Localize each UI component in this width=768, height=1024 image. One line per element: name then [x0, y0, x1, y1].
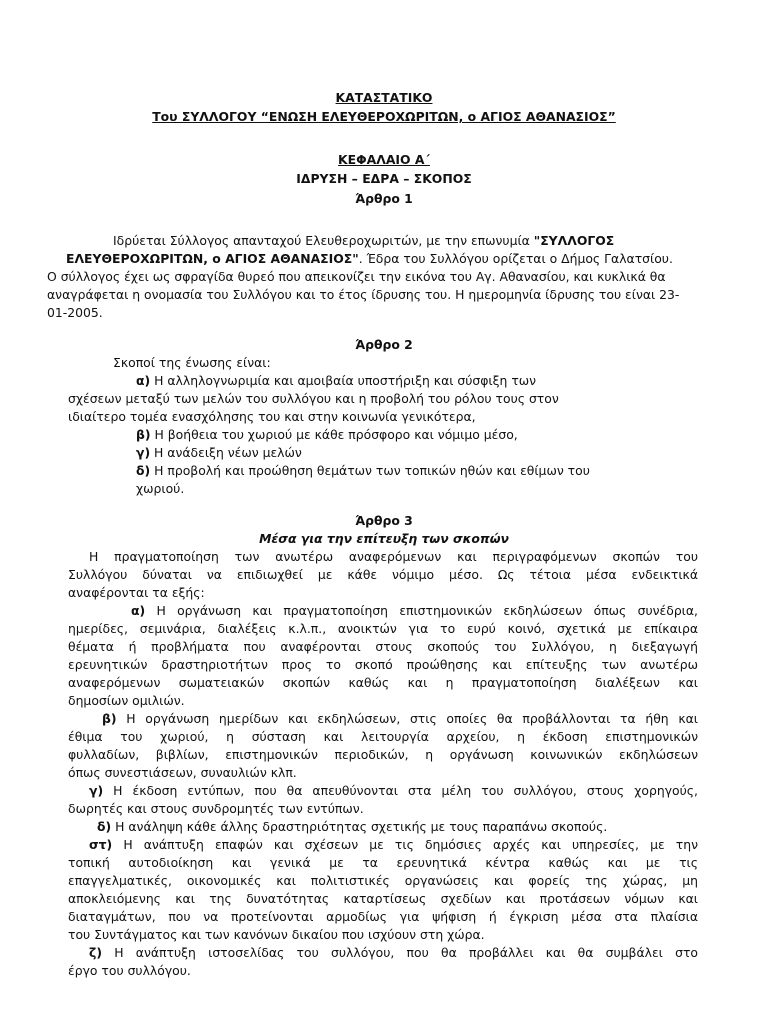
- article-3-line: θέματα ή προβλήματα που αναφέρονται στους σκοπούς του Συλλόγου, η διεξαγωγή: [68, 639, 698, 654]
- chapter-title: ΙΔΡΥΣΗ – ΕΔΡΑ – ΣΚΟΠΟΣ: [296, 171, 472, 186]
- article-1-line: αναγράφεται η ονομασία του Συλλόγου και το έτος ίδρυσης του. Η ημερομηνία ίδρυσης του είναι 23-: [47, 287, 680, 302]
- article-2-line: σχέσεων μεταξύ των μελών του συλλόγου και η προβολή του ρόλου τους στον: [68, 391, 559, 406]
- item-text: Η οργάνωση ημερίδων και εκδηλώσεων, στις οποίες θα προβάλλονται τα ήθη και: [116, 711, 698, 726]
- article-3-line: έργο του συλλόγου.: [68, 963, 191, 978]
- article-3-item-a: [131, 602, 698, 620]
- association-name-bold: ΕΛΕΥΘΕΡΟΧΩΡΙΤΩΝ, ο ΑΓΙΟΣ ΑΘΑΝΑΣΙΟΣ": [66, 251, 359, 266]
- item-text: Η έκδοση εντύπων, που θα απευθύνονται στα μέλη του συλλόγου, στους χορηγούς,: [103, 783, 698, 798]
- item-text: Η βοήθεια του χωριού με κάθε πρόσφορο και νόμιμο μέσο,: [150, 427, 518, 442]
- article-3-line: δωρητές και στους συνδρομητές των εντύπων.: [68, 801, 364, 816]
- article-3-item-d: [97, 818, 607, 836]
- item-label: στ): [89, 837, 113, 852]
- chapter-heading: ΚΕΦΑΛΑΙΟ Α΄: [338, 152, 430, 167]
- article-3-line: αναφερόμενων σωματειακών σκοπών καθώς και η πραγματοποίηση διαλέξεων και: [68, 675, 698, 690]
- article-2-line: ιδιαίτερο τομέα ενασχόλησης του και στην κοινωνία γενικότερα,: [68, 409, 476, 424]
- article-3-line: φυλλαδίων, βιβλίων, επιστημονικών περιοδικών, η οργάνωση κοινωνικών εκδηλώσεων: [68, 747, 698, 762]
- article-1-line: 01-2005.: [47, 305, 103, 320]
- article-2-item-d: [136, 462, 590, 480]
- article-3-line: του Συντάγματος και των κανόνων δικαίου που ισχύουν στη χώρα.: [68, 927, 485, 942]
- item-label: δ): [97, 819, 112, 834]
- item-text: Η προβολή και προώθηση θεμάτων των τοπικών ηθών και εθίμων του: [150, 463, 590, 478]
- article-3-line: όπως συνεστιάσεων, συναυλιών κλπ.: [68, 765, 297, 780]
- article-3-line: τοπική αυτοδιοίκηση και γενικά με τα ερευνητικά κέντρα καθώς και με τις: [68, 855, 698, 870]
- article-1-line: [66, 250, 673, 268]
- item-label: ζ): [89, 945, 102, 960]
- article-3-line: Συλλόγου δύναται να επιδιωχθεί με κάθε νόμιμο μέσο. Ως τέτοια μέσα ενδεικτικά: [68, 567, 698, 582]
- article-3-line: αναφέρονται τα εξής:: [68, 585, 205, 600]
- article-3-line: ερευνητικών δραστηριοτήτων προς το σκοπό προώθησης και επίτευξης των ανωτέρω: [68, 657, 698, 672]
- article-2-line: χωριού.: [136, 481, 185, 496]
- article-3-line: Η πραγματοποίηση των ανωτέρω αναφερόμενων και περιγραφόμενων σκοπών του: [89, 549, 698, 564]
- article-3-heading: Άρθρο 3: [355, 513, 413, 528]
- article-3-item-b: [102, 710, 698, 728]
- article-3-line: επαγγελματικές, οικονομικές και πολιτιστικές οργανώσεις και φορείς της χώρας, μη: [68, 873, 698, 888]
- article-1-line: Ο σύλλογος έχει ως σφραγίδα θυρεό που απεικονίζει την εικόνα του Αγ. Αθανασίου, και κυκλικά θα: [47, 269, 666, 284]
- article-3-subheading: Μέσα για την επίτευξη των σκοπών: [259, 531, 509, 546]
- article-3-item-z: [89, 944, 698, 962]
- item-text: Η ανάδειξη νέων μελών: [150, 445, 302, 460]
- article-2-item-a: [136, 372, 536, 390]
- article-3-line: δημοσίων ομιλιών.: [68, 693, 185, 708]
- article-3-line: έθιμα του χωριού, η σύσταση και λειτουργία αρχείου, η έκδοση επιστημονικών: [68, 729, 698, 744]
- article-2-item-c: [136, 444, 302, 462]
- item-label: α): [136, 373, 151, 388]
- association-name: Του ΣΥΛΛΟΓΟΥ “ΕΝΩΣΗ ΕΛΕΥΘΕΡΟΧΩΡΙΤΩΝ, ο ΑΓΙΟΣ ΑΘΑΝΑΣΙΟΣ”: [152, 109, 616, 124]
- item-label: α): [131, 603, 146, 618]
- item-text: Η ανάπτυξη ιστοσελίδας του συλλόγου, που θα προβάλλει και θα συμβάλει στο: [101, 945, 698, 960]
- item-text: Η αλληλογνωριμία και αμοιβαία υποστήριξη και σύσφιξη των: [150, 373, 537, 388]
- item-label: β): [136, 427, 151, 442]
- article-2-heading: Άρθρο 2: [355, 337, 413, 352]
- article-3-line: διαταγμάτων, που να προτείνονται αρμοδίως για ψήφιση ή έγκριση μέσα στα πλαίσια: [68, 909, 698, 924]
- article-1-heading: Άρθρο 1: [355, 191, 413, 206]
- article-1-text: Ιδρύεται Σύλλογος απανταχού Ελευθεροχωριτών, με την επωνυμία: [113, 233, 534, 248]
- article-1-line: [113, 232, 614, 250]
- item-label: β): [102, 711, 117, 726]
- article-3-line: ημερίδες, σεμινάρια, διαλέξεις κ.λ.π., ανοικτών για το ευρύ κοινό, σχετικά με επίκαιρα: [68, 621, 698, 636]
- article-2-item-b: [136, 426, 518, 444]
- association-name-bold: "ΣΥΛΛΟΓΟΣ: [533, 233, 615, 248]
- item-label: γ): [136, 445, 151, 460]
- article-3-item-st: [89, 836, 698, 854]
- item-label: γ): [89, 783, 104, 798]
- document-title: ΚΑΤΑΣΤΑΤΙΚΟ: [335, 90, 433, 105]
- article-3-item-c: [89, 782, 698, 800]
- item-text: Η ανάληψη κάθε άλλης δραστηριότητας σχετικής με τους παραπάνω σκοπούς.: [111, 819, 608, 834]
- item-text: Η οργάνωση και πραγματοποίηση επιστημονικών εκδηλώσεων όπως συνέδρια,: [145, 603, 698, 618]
- item-text: Η ανάπτυξη επαφών και σχέσεων με τις δημόσιες αρχές και υπηρεσίες, με την: [112, 837, 698, 852]
- article-1-text: . Έδρα του Συλλόγου ορίζεται ο Δήμος Γαλατσίου.: [358, 251, 673, 266]
- article-2-intro: Σκοποί της ένωσης είναι:: [113, 355, 271, 370]
- article-3-line: αποκλειόμενης και της δυνατότητας καταρτίσεως σχεδίων και προτάσεων νόμων και: [68, 891, 698, 906]
- item-label: δ): [136, 463, 151, 478]
